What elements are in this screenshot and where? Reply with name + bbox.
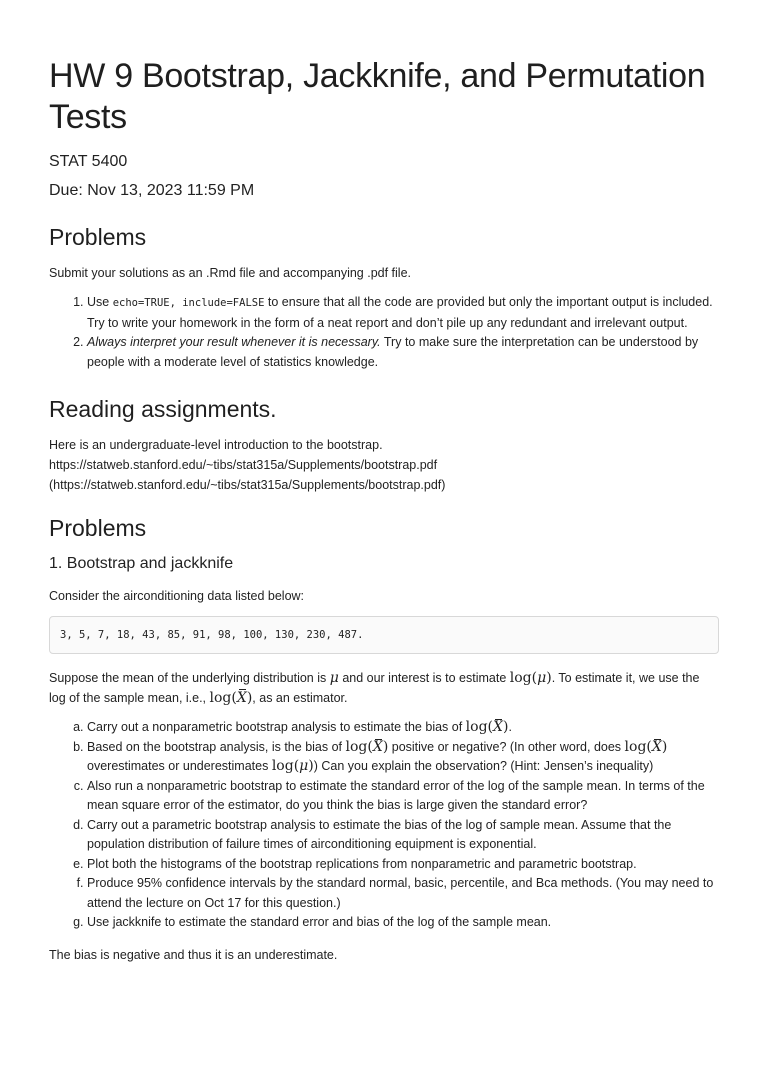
task-b: b. Based on the bootstrap analysis, is the bias of log(X) positive or negative? (In other word, does log(X) overestimates or underestimates log(μ)) Can you explain the observation? (Hint: Jensen’s inequality) (87, 738, 719, 777)
log-xbar-formula: log(X) (466, 719, 509, 735)
submission-intro: Submit your solutions as an .Rmd file and accompanying .pdf file. (49, 266, 411, 280)
due-date: Due: Nov 13, 2023 11:59 PM (49, 182, 255, 199)
document-page (0, 56, 768, 965)
log-mu-formula: log(μ) (271, 758, 314, 774)
airconditioning-data-block: 3, 5, 7, 18, 43, 85, 91, 98, 100, 130, 230, 487. (49, 616, 719, 654)
log-xbar-formula: log(X) (625, 739, 668, 755)
task-e: e. Plot both the histograms of the bootstrap replications from nonparametric and parametric bootstrap. (87, 855, 719, 875)
problem-1-tasks (49, 718, 719, 933)
mu-symbol: μ (329, 670, 339, 686)
log-xbar-formula: log(X) (209, 690, 253, 706)
problems-heading-2: Problems (49, 515, 147, 541)
instruction-item-2: 2. Always interpret your result whenever it is necessary. Try to make sure the interpretation can be understood by people with a moderate level of statistics knowledge. (87, 333, 719, 372)
bootstrap-pdf-link-url: (https://statweb.stanford.edu/~tibs/stat315a/Supplements/bootstrap.pdf) (49, 478, 446, 492)
instruction-item-1: 1. Use echo=TRUE, include=FALSE to ensure that all the code are provided but only the important output is included. Try to write your homework in the form of a neat report and don’t pile up any redundant and irrelevant output. (87, 293, 719, 333)
instructions-list (49, 293, 719, 372)
suppose-paragraph: Suppose the mean of the underlying distribution is μ and our interest is to estimate log(μ). To estimate it, we use the log of the sample mean, i.e., log(X), as an estimator. (49, 670, 700, 706)
problems-heading: Problems (49, 224, 147, 250)
bootstrap-pdf-link[interactable]: https://statweb.stanford.edu/~tibs/stat315a/Supplements/bootstrap.pdf (49, 458, 438, 472)
task-f: f. Produce 95% confidence intervals by the standard normal, basic, percentile, and Bca methods. (You may need to attend the lecture on Oct 17 for this question.) (87, 874, 719, 913)
task-a: a. Carry out a nonparametric bootstrap analysis to estimate the bias of log(X). (87, 718, 719, 738)
reading-heading: Reading assignments. (49, 396, 277, 422)
task-c: c. Also run a nonparametric bootstrap to estimate the standard error of the log of the sample mean. In terms of the mean square error of the estimator, do you think the bias is large given the standard error? (87, 777, 719, 816)
log-xbar-formula: log(X) (346, 739, 389, 755)
task-g: g. Use jackknife to estimate the standard error and bias of the log of the sample mean. (87, 913, 719, 933)
reading-paragraph: Here is an undergraduate-level introduction to the bootstrap. https://statweb.stanford.edu/~tibs/stat315a/Supplements/bootstrap.pdf (https://statweb.stanford.edu/~tibs/stat315a/Supplements/bootstrap.pdf) (49, 438, 446, 492)
course-code: STAT 5400 (49, 153, 128, 170)
problem-1-heading: 1. Bootstrap and jackknife (49, 555, 234, 572)
log-mu-formula: log(μ) (509, 670, 552, 686)
page-title: HW 9 Bootstrap, Jackknife, and Permutation Tests (49, 57, 706, 136)
inline-code: echo=TRUE, include=FALSE (112, 297, 265, 309)
answer-text: The bias is negative and thus it is an underestimate. (49, 947, 338, 962)
task-d: d. Carry out a parametric bootstrap analysis to estimate the bias of the log of sample mean. Assume that the population distribution of failure times of airconditioning equipment is exponential. (87, 816, 719, 855)
data-intro: Consider the airconditioning data listed below: (49, 589, 305, 603)
